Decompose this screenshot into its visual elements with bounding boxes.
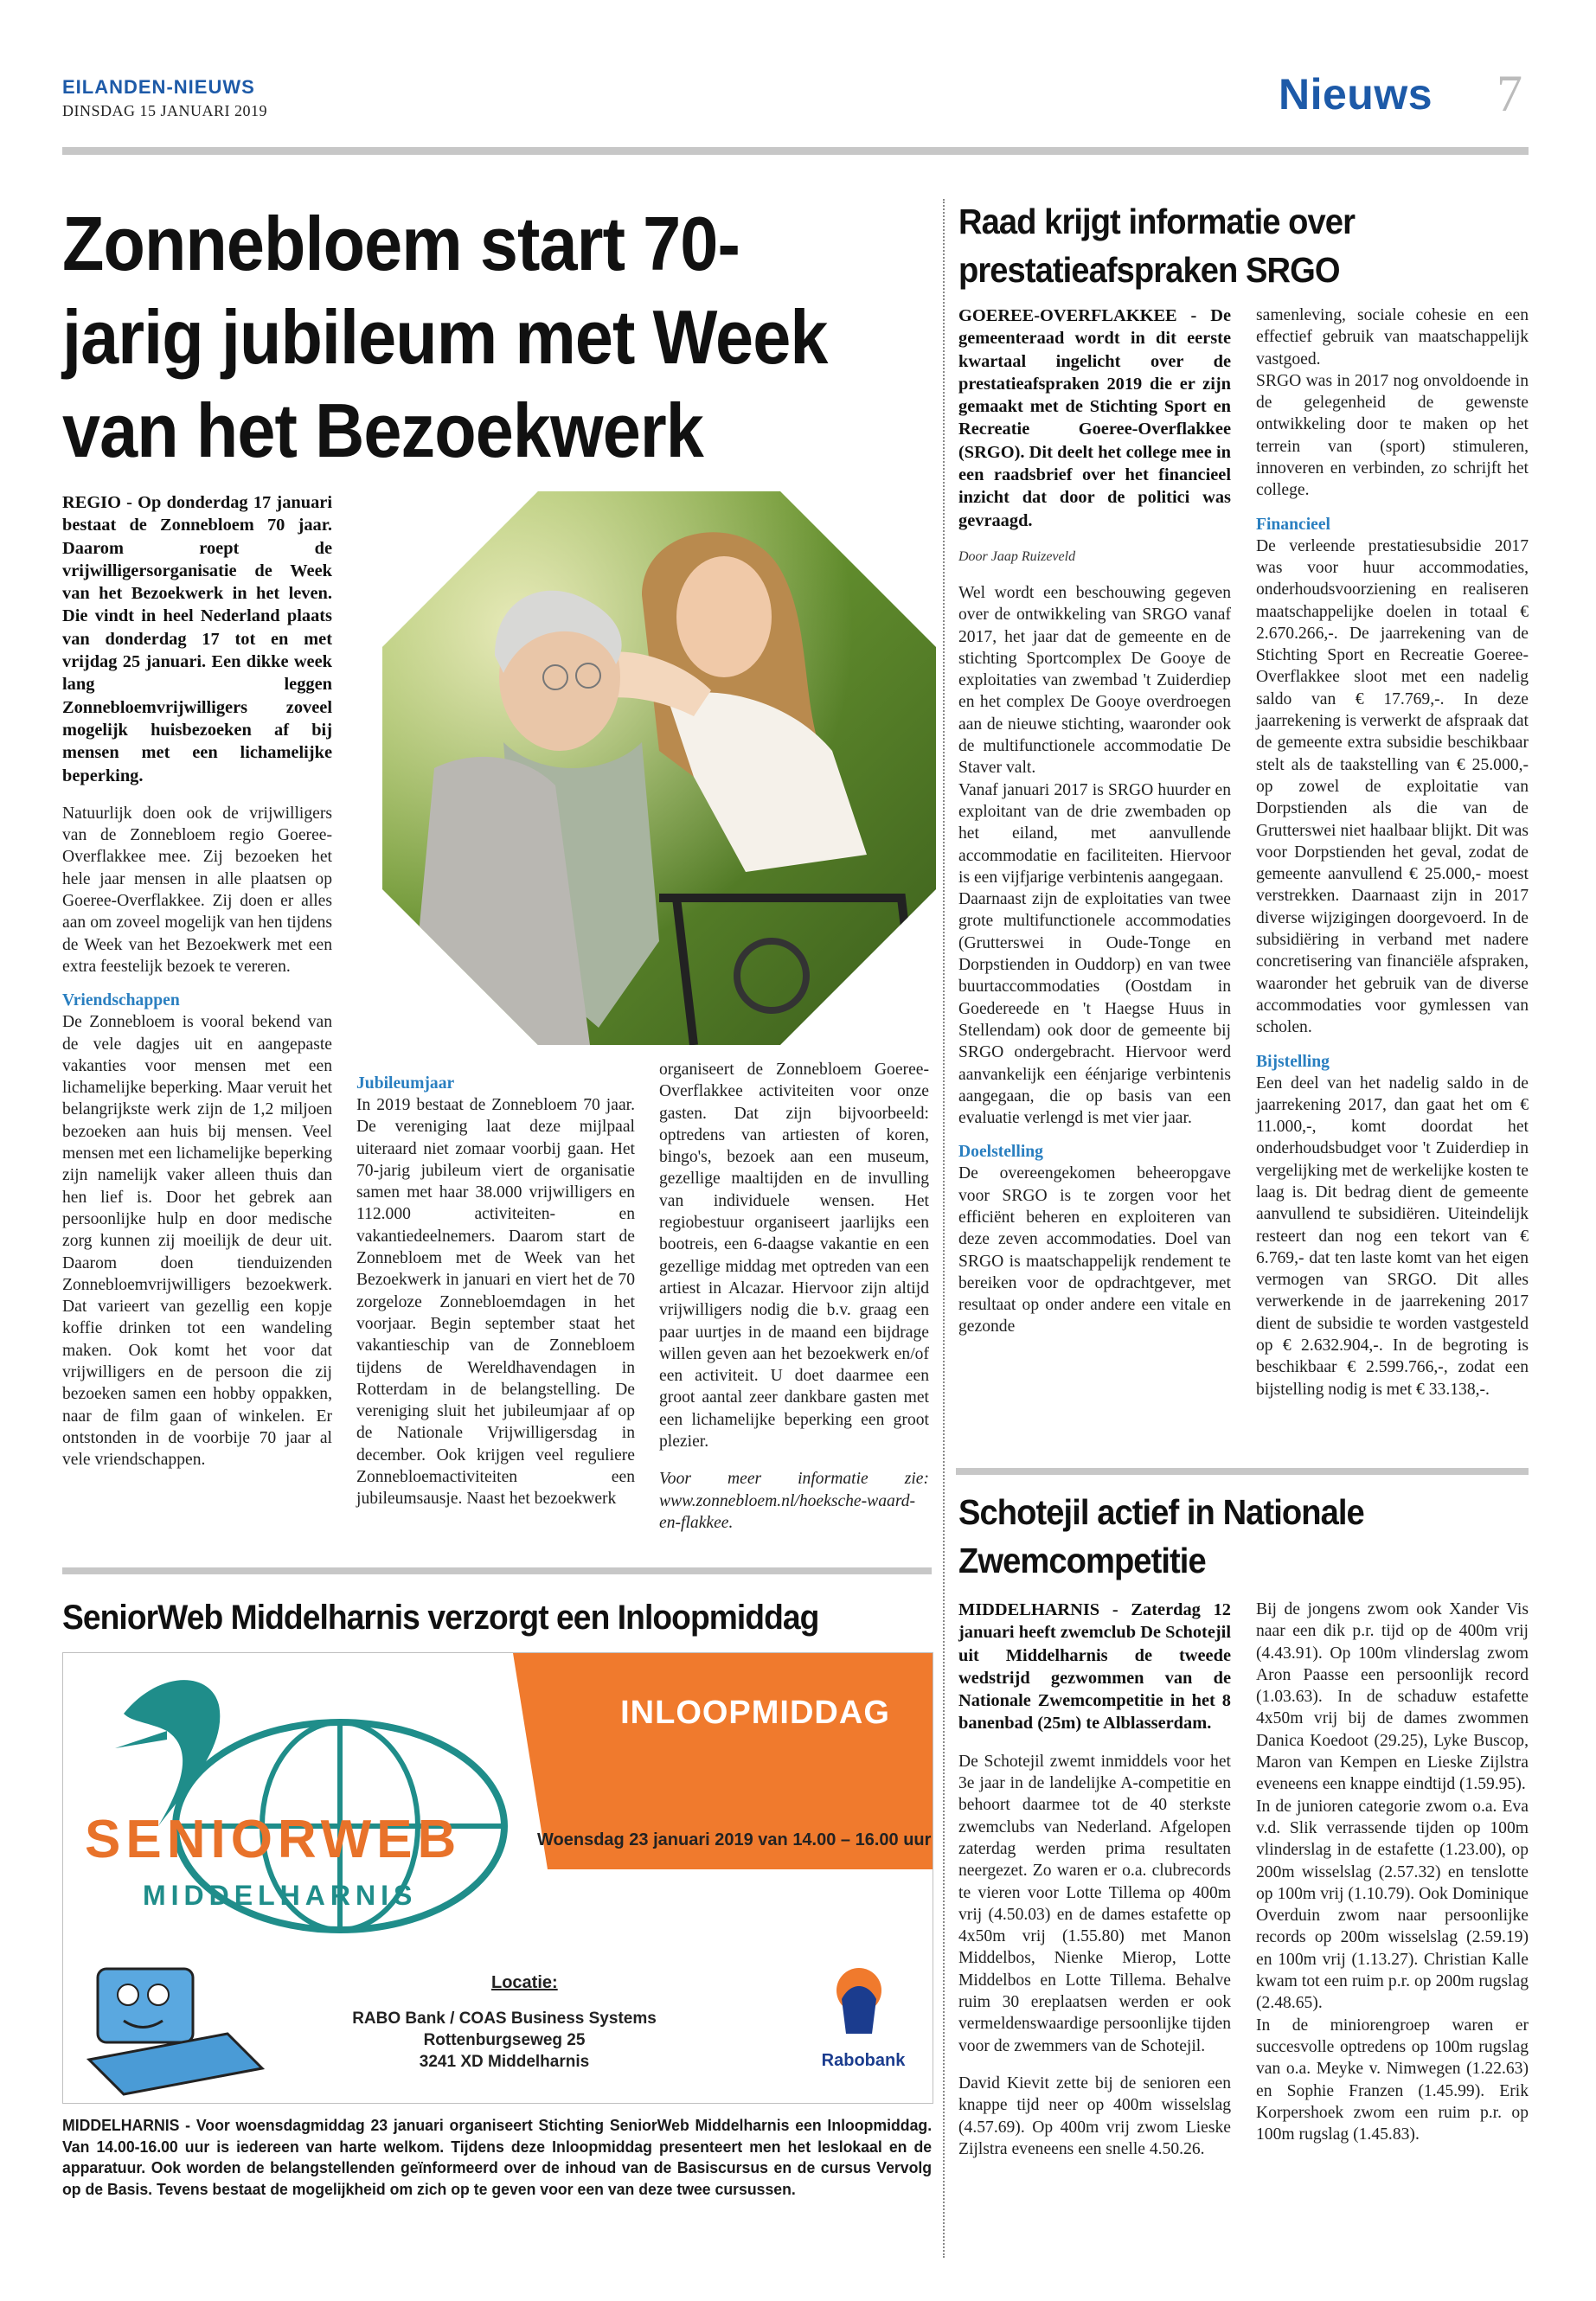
srgo-paragraph-2: Vanaf januari 2017 is SRGO huurder en exploitant van de drie zwembaden op het eiland, met aanvullende accommodatie en faciliteiten. Hiervoor is een vijfjarige verbintenis aangegaan. xyxy=(958,780,1231,887)
zwem-paragraph-4: In de junioren categorie zwom o.a. Eva v.d. Slik verrassende tijden op 100m vlinderslag in de estafette (1.23.00), op 200m wisselslag (2.57.32) en tenslotte op 100m vrij (1.10.79). Ook Dominique Overduin zwom naar persoonlijke records op 200m wisselslag (2.59.19) en 100m vrij (1.13.27). Christian Kalle kwam tot een ruim p.r. op 200m rugslag (2.48.65). xyxy=(1256,1797,1529,2013)
ad-location-label: Locatie: xyxy=(491,1973,558,1992)
ad-banner: INLOOPMIDDAG xyxy=(620,1695,890,1731)
zwem-paragraph-5: In de miniorengroep waren er succesvolle optredens op 100m rugslag van o.a. Meyke v. Nimwegen (1.22.63) en Sophie Franzen (1.45.99). Erik Korpershoek zwom een ruim p.r. op 100m rugslag (1.45.83). xyxy=(1256,2016,1529,2144)
seniorweb-headline: SeniorWeb Middelharnis verzorgt een Inloopmiddag xyxy=(62,1599,819,1637)
main-subhead-vriendschappen: Vriendschappen xyxy=(62,991,180,1010)
srgo-paragraph-6: SRGO was in 2017 nog onvoldoende in de gelegenheid de gewenste ontwikkeling door te maken op het terrein van (sport) stimuleren, innoveren en verbinden, zo schrijft het college. xyxy=(1256,371,1529,500)
zwem-paragraph-2: David Kievit zette bij de senioren een knappe tijd neer op 400m wisselslag (4.57.69). Op 400m vrij zwom Lieske Zijlstra eveneens een snelle 4.50.26. xyxy=(958,2073,1231,2158)
srgo-lead: GOEREE-OVERFLAKKEE - De gemeenteraad wordt in dit eerste kwartaal ingelicht over de prestatieafspraken 2019 die er zijn gemaakt met de Stichting Sport en Recreatie Goeree-Overflakkee (SRGO). Dit deelt het college mee in een raadsbrief over het financieel inzicht dat door de politici was gevraagd. xyxy=(958,306,1231,530)
zwem-column-2 xyxy=(1256,1599,1529,2145)
srgo-paragraph-4: De overeengekomen beheeropgave voor SRGO is te zorgen voor het efficiënt beheren en exploiteren van deze zeven accommodaties. Doel van SRGO is maatschappelijk rendement te bereiken voor de opdrachtgever, met resultaat op onder andere een vitale en gezonde xyxy=(958,1164,1231,1336)
srgo-subhead-doelstelling: Doelstelling xyxy=(958,1143,1043,1162)
srgo-paragraph-3: Daarnaast zijn de exploitaties van twee grote multifunctionele accommodaties (Grutterswei in Oude-Tonge en Dorpstienden in Ouddorp) en van twee buurtaccommodaties (Oostdam in Goedereede en 't Haegse Huus in Stellendam) ook door de gemeente bij SRGO ondergebracht. Hiervoor werd aanvankelijk een éénjarige verbintenis aangegaan, die op basis van een evaluatie verlengd is met vier jaar. xyxy=(958,890,1231,1128)
main-subhead-jubileumjaar: Jubileumjaar xyxy=(356,1074,455,1093)
main-column-3 xyxy=(659,1059,929,1534)
section-rule-seniorweb xyxy=(62,1567,932,1574)
masthead: EILANDEN-NIEUWS xyxy=(62,76,255,98)
main-paragraph-1: Natuurlijk doen ook de vrijwilligers van de Zonnebloem regio Goeree-Overflakkee mee. Zij bezoeken het hele jaar mensen in alle plaatsen op Goeree-Overflakkee. Zij doen er alles aan om zoveel mogelijk van hen tijdens de Week van het Bezoekwerk met een extra feestelijk bezoek te vereren. xyxy=(62,804,332,976)
seniorweb-advertisement xyxy=(62,1652,933,2104)
ad-logo-sub: MIDDELHARNIS xyxy=(143,1880,418,1911)
section-rule-zwem xyxy=(956,1468,1529,1475)
main-more-info: Voor meer informatie zie: www.zonnebloem.nl/hoeksche-waard-en-flakkee. xyxy=(659,1470,929,1532)
ad-location-line2: Rottenburgseweg 25 xyxy=(423,2031,586,2049)
srgo-paragraph-7: De verleende prestatiesubsidie 2017 was voor huur accommodaties, onderhoudsvoorziening en realiseren maatschappelijke doelen in totaal € 2.670.266,-. De jaarrekening van de Stichting Sport en Recreatie Goeree-Overflakkee sloot met een nadelig saldo van € 17.769,-. In deze jaarrekening is verwerkt de afspraak dat de gemeente extra subsidie beschikbaar stelt als de taakstelling van € 25.000,- op zowel de exploitatie van Dorpstienden als die van de Grutterswei niet haalbaar blijkt. Dit was voor Dorpstienden het geval, zodat de gemeente aanvullend € 25.000,- moest verstrekken. Daarnaast zijn in 2017 diverse wijzigingen doorgevoerd. In de subsidiëring in verband met nadere concretisering van financiële afspraken, waaronder het gebruik van de diverse accommodaties voor gymlessen van scholen. xyxy=(1256,536,1529,1037)
ad-location-line1: RABO Bank / COAS Business Systems xyxy=(352,2009,657,2028)
main-column-1 xyxy=(62,491,332,1471)
srgo-paragraph-1: Wel wordt een beschouwing gegeven over de ontwikkeling van SRGO vanaf 2017, het jaar dat de gemeente en de stichting Sportcomplex De Gooye de exploitaties van zwembad 't Zuiderdiep en het complex De Gooye overdroegen aan de nieuwe stichting, waaronder ook de multifunctionele accommodatie De Staver valt. xyxy=(958,583,1231,778)
main-paragraph-3: In 2019 bestaat de Zonnebloem 70 jaar. De vereniging laat deze mijlpaal uiteraard niet zomaar voorbij gaan. Het 70-jarig jubileum viert de organisatie samen met haar 38.000 vrijwilligers en 112.000 activiteiten- en vakantiedeelnemers. Daarom start de Zonnebloem met de Week van het Bezoekwerk in januari en viert het de 70 zorgeloze Zonnebloemdagen in het voorjaar. Begin september staat het vakantieschip van de Zonnebloem tijdens de Wereldhavendagen in Rotterdam in de belangstelling. De vereniging sluit het jubileumjaar af op de Nationale Vrijwilligersdag in december. Ook krijgen veel reguliere Zonnebloemactiviteiten een jubileumsausje. Naast het bezoekwerk xyxy=(356,1096,635,1509)
srgo-paragraph-8: Een deel van het nadelig saldo in de jaarrekening 2017, dan gaat het om € 11.000,-, komt doordat het onderhoudsbudget voor 't Zuiderdiep in vergelijking met de werkelijke kosten te laag is. Dit bedrag dient de gemeente aanvullend te subsidiëren. Uiteindelijk resteert dan nog een tekort van € 6.769,- dat ten laste komt van het eigen vermogen van SRGO. Dit alles verwerkende in de jaarrekening 2017 dient de subsidie te worden vastgesteld op € 2.632.904,-. In de begroting is beschikbaar € 2.599.766,-, zodat een bijstelling nodig is met € 33.138,-. xyxy=(1256,1074,1529,1399)
srgo-byline: Door Jaap Ruizeveld xyxy=(958,548,1076,564)
seniorweb-caption: MIDDELHARNIS - Voor woensdagmiddag 23 januari organiseert Stichting SeniorWeb Middelharnis een Inloopmiddag. Van 14.00-16.00 uur is iedereen van harte welkom. Tijdens deze Inloopmiddag presenteert men het leslokaal en de apparatuur. Ook worden de belangstellenden geïnformeerd over de inhoud van de Basiscursus en de cursus Vervolg op de Basis. Tevens bestaat de mogelijkheid om zich op te geven voor een van deze twee cursussen. xyxy=(62,2116,933,2198)
ad-location-line3: 3241 XD Middelharnis xyxy=(419,2053,590,2071)
zonnebloem-photo xyxy=(382,491,936,1045)
srgo-column-1 xyxy=(958,304,1231,1338)
ad-when: Woensdag 23 januari 2019 van 14.00 – 16.00 uur xyxy=(537,1830,932,1849)
srgo-paragraph-5: samenleving, sociale cohesie en een effectief gebruik van maatschappelijk vastgoed. xyxy=(1256,306,1529,369)
srgo-subhead-financieel: Financieel xyxy=(1256,515,1330,534)
main-column-2 xyxy=(356,1073,635,1510)
zwem-headline: Schotejil actief in Nationale Zwemcompetitie xyxy=(958,1492,1364,1580)
page-number: 7 xyxy=(1497,65,1522,122)
main-paragraph-4: organiseert de Zonnebloem Goeree-Overflakkee activiteiten voor onze gasten. Dat zijn bijvoorbeeld: optredens van artiesten of koren, bingo's, bezoek aan een museum, gezellige maaltijden en de invulling van individuele wensen. Het regiobestuur organiseert jaarlijks een bootreis, een 6-daagse vakantie en een gezellige middag met optreden van een artiest in Alcazar. Hiervoor zijn altijd vrijwilligers nodig die b.v. graag een paar uurtjes in de maand een bijdrage willen geven aan het bezoekwerk en/of een activiteit. U doet daarmee een groot aantal zeer dankbare gasten met een lichamelijke beperking een groot plezier. xyxy=(659,1061,929,1452)
zwem-lead: MIDDELHARNIS - Zaterdag 12 januari heeft zwemclub De Schotejil uit Middelharnis de tweede wedstrijd gezwommen van de Nationale Zwemcompetitie in het 8 banenbad (25m) te Alblasserdam. xyxy=(958,1600,1231,1734)
main-paragraph-2: De Zonnebloem is vooral bekend van de vele dagjes uit en aangepaste vakanties voor mensen met een lichamelijke beperking. Maar veruit het belangrijkste werk zijn de 1,2 miljoen bezoeken aan huis bij mensen. Veel mensen met een lichamelijke beperking zijn namelijk vaker alleen thuis dan hen lief is. Door het gebrek aan persoonlijke hulp en door medische zorg kunnen zij moeilijk de deur uit. Daarom doen tienduizenden Zonnebloemvrijwilligers bezoekwerk. Dat varieert van gezellig een kopje koffie drinken tot een wandeling maken. Ook komt het voor dat vrijwilligers en de persoon die zij bezoeken samen een hobby oppakken, naar de film gaan of winkelen. Er ontstonden in de voorbije 70 jaar al vele vriendschappen. xyxy=(62,1013,332,1470)
zwem-paragraph-1: De Schotejil zwemt inmiddels voor het 3e jaar in de landelijke A-competitie en behoort daarmee tot de 40 sterkste zwemclubs van Nederland. Afgelopen zaterdag werden prima resultaten neergezet. Zo waren er o.a. clubrecords te vieren voor Lotte Tillema op 400m vrij (4.50.03) en de dames estafette op 4x50m vrij (1.55.80) met Manon Middelbos, Nienke Mierop, Lotte Middelbos en Lotte Tillema. Behalve ruim 30 ereplaatsen werden er ook vermeldenswaardige persoonlijke tijden voor de zwemmers van de Schotejil. xyxy=(958,1752,1231,2055)
zwem-paragraph-3: Bij de jongens zwom ook Xander Vis naar een dik p.r. tijd op de 400m vrij (4.43.91). Op 100m vlinderslag zwom Aron Paasse een persoonlijk record (1.03.63). In de schaduw estafette 4x50m vrij bij de dames zwommen Danica Koedoot (29.25), Lyke Buscop, Maron van Kempen en Lieske Zijlstra eveneens een knappe eindtijd (1.59.95). xyxy=(1256,1600,1529,1794)
main-lead: REGIO - Op donderdag 17 januari bestaat de Zonnebloem 70 jaar. Daarom roept de vrijwilligersorganisatie de Week van het Bezoekwerk in het leven. Die vindt in heel Nederland plaats van donderdag 17 tot en met vrijdag 25 januari. Een dikke week lang leggen Zonnebloemvrijwilligers zoveel mogelijk huisbezoeken af bij mensen met een lichamelijke beperking. xyxy=(62,493,332,785)
srgo-column-2 xyxy=(1256,304,1529,1400)
ad-sponsor: Rabobank xyxy=(821,2051,906,2070)
section-title: Nieuws xyxy=(1279,70,1433,119)
srgo-subhead-bijstelling: Bijstelling xyxy=(1256,1052,1330,1071)
column-separator xyxy=(943,199,945,2258)
main-headline: Zonnebloem start 70-jarig jubileum met Week van het Bezoekwerk xyxy=(62,201,828,473)
header-rule xyxy=(62,147,1529,155)
publication-date: DINSDAG 15 JANUARI 2019 xyxy=(62,102,268,119)
zwem-column-1 xyxy=(958,1599,1231,2160)
srgo-headline: Raad krijgt informatie over prestatieafspraken SRGO xyxy=(958,202,1355,290)
ad-logo-main: SENIORWEB xyxy=(85,1810,462,1869)
